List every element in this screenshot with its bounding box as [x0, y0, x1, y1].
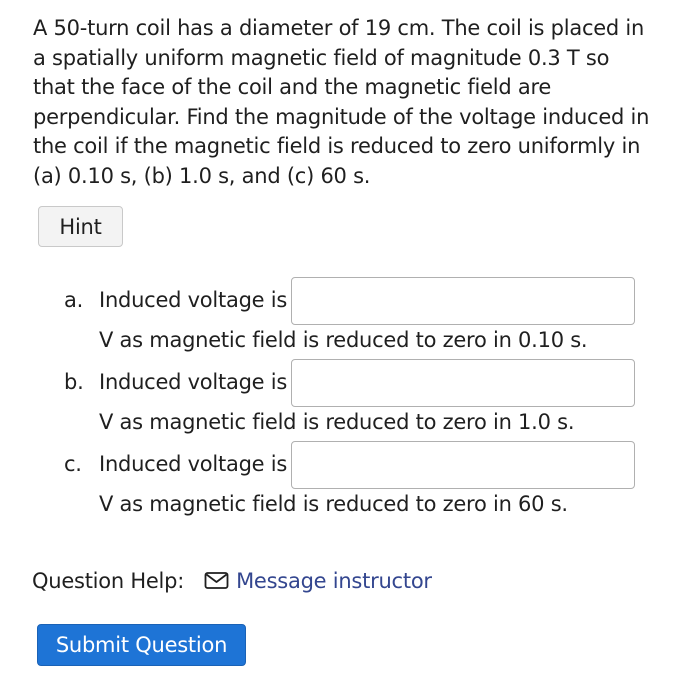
answer-input-c[interactable]: [291, 441, 635, 489]
envelope-icon: [204, 571, 230, 591]
submit-question-button[interactable]: Submit Question: [37, 624, 246, 666]
part-c: [0, 441, 678, 523]
question-help-label: Question Help:: [32, 569, 185, 593]
message-instructor-label: Message instructor: [236, 569, 432, 593]
part-suffix: V as magnetic field is reduced to zero in 0.10 s.: [99, 328, 588, 352]
part-suffix: V as magnetic field is reduced to zero in 60 s.: [99, 492, 568, 516]
part-prompt: Induced voltage is: [99, 370, 288, 394]
part-a: [0, 277, 678, 359]
message-instructor-link[interactable]: [204, 569, 432, 593]
part-letter: c.: [64, 452, 82, 476]
question-text: A 50-turn coil has a diameter of 19 cm. The coil is placed in a spatially uniform magnetic field of magnitude 0.3 T so that the face of the coil and the magnetic field are perpendicular. Find the magnitude of the voltage induced in the coil if the magnetic field is reduced to zero uniformly in (a) 0.10 s, (b) 1.0 s, and (c) 60 s.: [33, 16, 650, 188]
hint-button[interactable]: Hint: [38, 206, 123, 247]
question-help: [32, 566, 432, 596]
part-prompt: Induced voltage is: [99, 452, 288, 476]
part-letter: b.: [64, 370, 84, 394]
part-b: [0, 359, 678, 441]
answer-input-a[interactable]: [291, 277, 635, 325]
part-suffix: V as magnetic field is reduced to zero in 1.0 s.: [99, 410, 575, 434]
part-letter: a.: [64, 288, 84, 312]
answer-input-b[interactable]: [291, 359, 635, 407]
part-prompt: Induced voltage is: [99, 288, 288, 312]
